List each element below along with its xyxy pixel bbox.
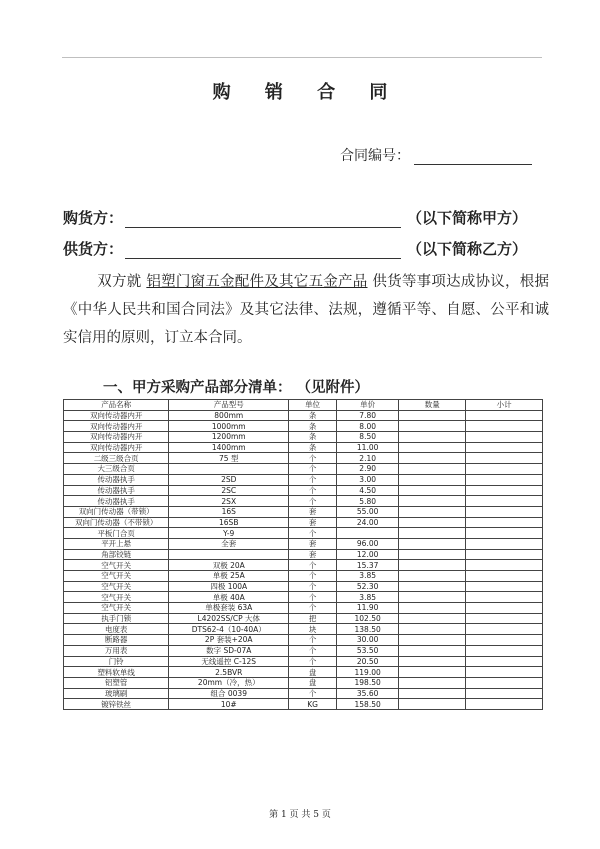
unit-cell: 个 [289, 464, 337, 475]
product-name-cell: 电度表 [64, 624, 169, 635]
table-row [64, 656, 543, 667]
quantity-cell[interactable] [399, 464, 466, 475]
product-model-cell: 10# [169, 699, 289, 710]
quantity-cell[interactable] [399, 432, 466, 443]
subtotal-cell[interactable] [466, 421, 543, 432]
unit-price-cell: 3.85 [337, 592, 399, 603]
unit-cell: 个 [289, 560, 337, 571]
quantity-cell[interactable] [399, 506, 466, 517]
subtotal-cell[interactable] [466, 453, 543, 464]
unit-price-cell: 20.50 [337, 656, 399, 667]
table-row [64, 645, 543, 656]
buyer-field[interactable] [125, 211, 401, 228]
unit-cell: 个 [289, 592, 337, 603]
unit-cell: 个 [289, 645, 337, 656]
quantity-cell[interactable] [399, 581, 466, 592]
table-row [64, 699, 543, 710]
unit-price-cell: 11.00 [337, 442, 399, 453]
subtotal-cell[interactable] [466, 517, 543, 528]
table-body [64, 410, 543, 709]
table-row [64, 517, 543, 528]
quantity-cell[interactable] [399, 613, 466, 624]
header-unit: 单位 [289, 400, 337, 411]
quantity-cell[interactable] [399, 549, 466, 560]
table-row [64, 453, 543, 464]
quantity-cell[interactable] [399, 688, 466, 699]
table-row [64, 464, 543, 475]
unit-price-cell: 2.10 [337, 453, 399, 464]
unit-price-cell: 24.00 [337, 517, 399, 528]
quantity-cell[interactable] [399, 442, 466, 453]
intro-part2: 供货等事项达成协议，根据《中华人民共和国合同法》及其它法律、法规，遵循平等、自愿、公平和诚实信用的原则，订立本合同。 [63, 274, 550, 346]
subtotal-cell[interactable] [466, 560, 543, 571]
product-model-cell [169, 549, 289, 560]
header-quantity: 数量 [399, 400, 466, 411]
unit-price-cell: 198.50 [337, 677, 399, 688]
subtotal-cell[interactable] [466, 635, 543, 646]
unit-cell: 个 [289, 603, 337, 614]
product-model-cell: 2SC [169, 485, 289, 496]
product-name-cell: 空气开关 [64, 581, 169, 592]
product-model-cell: 800mm [169, 410, 289, 421]
subtotal-cell[interactable] [466, 538, 543, 549]
subtotal-cell[interactable] [466, 699, 543, 710]
product-name-cell: 空气开关 [64, 571, 169, 582]
product-model-cell: 2P 套装+20A [169, 635, 289, 646]
product-name-cell: 执手门锁 [64, 613, 169, 624]
table-row [64, 581, 543, 592]
quantity-cell[interactable] [399, 592, 466, 603]
unit-price-cell: 12.00 [337, 549, 399, 560]
unit-price-cell: 8.50 [337, 432, 399, 443]
product-name-cell: 传动器执手 [64, 496, 169, 507]
subtotal-cell[interactable] [466, 485, 543, 496]
table-header-row [64, 400, 543, 411]
product-model-cell: 20mm（冷，热） [169, 677, 289, 688]
unit-cell: 个 [289, 453, 337, 464]
unit-cell: 块 [289, 624, 337, 635]
product-name-cell: 空气开关 [64, 592, 169, 603]
unit-price-cell: 8.00 [337, 421, 399, 432]
subtotal-cell[interactable] [466, 645, 543, 656]
unit-cell: 个 [289, 474, 337, 485]
quantity-cell[interactable] [399, 485, 466, 496]
contract-number-field[interactable] [414, 150, 532, 165]
product-name-cell: 镀锌铁丝 [64, 699, 169, 710]
product-name-cell: 塑料软单线 [64, 667, 169, 678]
unit-price-cell: 53.50 [337, 645, 399, 656]
product-model-cell: DTS62-4（10-40A） [169, 624, 289, 635]
table-row [64, 624, 543, 635]
product-name-cell: 空气开关 [64, 603, 169, 614]
table-row [64, 496, 543, 507]
subtotal-cell[interactable] [466, 410, 543, 421]
buyer-row [63, 207, 527, 228]
quantity-cell[interactable] [399, 474, 466, 485]
table-row [64, 635, 543, 646]
buyer-label: 购货方： [63, 209, 124, 227]
header-rule [62, 57, 542, 58]
buyer-suffix: （以下简称甲方） [407, 209, 528, 227]
product-model-cell: 单极套装 63A [169, 603, 289, 614]
product-model-cell: 单极 25A [169, 571, 289, 582]
subtotal-cell[interactable] [466, 506, 543, 517]
product-model-cell: 无线遥控 C-12S [169, 656, 289, 667]
product-model-cell: 16S [169, 506, 289, 517]
subtotal-cell[interactable] [466, 656, 543, 667]
quantity-cell[interactable] [399, 528, 466, 539]
product-name-cell: 铝塑管 [64, 677, 169, 688]
intro-subject: 铝塑门窗五金配件及其它五金产品 [146, 274, 368, 290]
subtotal-cell[interactable] [466, 432, 543, 443]
intro-part1: 双方就 [97, 274, 142, 290]
table-row [64, 613, 543, 624]
subtotal-cell[interactable] [466, 528, 543, 539]
product-name-cell: 角部铰链 [64, 549, 169, 560]
unit-price-cell: 119.00 [337, 667, 399, 678]
header-unit-price: 单价 [337, 400, 399, 411]
quantity-cell[interactable] [399, 517, 466, 528]
table-row [64, 560, 543, 571]
table-row [64, 571, 543, 582]
quantity-cell[interactable] [399, 603, 466, 614]
subtotal-cell[interactable] [466, 688, 543, 699]
subtotal-cell[interactable] [466, 592, 543, 603]
table-row [64, 688, 543, 699]
unit-price-cell: 30.00 [337, 635, 399, 646]
quantity-cell[interactable] [399, 667, 466, 678]
product-model-cell: 1000mm [169, 421, 289, 432]
unit-cell: KG [289, 699, 337, 710]
table-row [64, 421, 543, 432]
quantity-cell[interactable] [399, 453, 466, 464]
seller-label: 供货方： [63, 240, 124, 258]
product-model-cell: 单极 40A [169, 592, 289, 603]
subtotal-cell[interactable] [466, 571, 543, 582]
unit-cell: 套 [289, 517, 337, 528]
product-name-cell: 断路器 [64, 635, 169, 646]
subtotal-cell[interactable] [466, 667, 543, 678]
unit-cell: 条 [289, 442, 337, 453]
unit-price-cell: 52.30 [337, 581, 399, 592]
unit-price-cell: 102.50 [337, 613, 399, 624]
product-name-cell: 万用表 [64, 645, 169, 656]
product-name-cell: 传动器执手 [64, 485, 169, 496]
unit-cell: 个 [289, 581, 337, 592]
unit-cell: 个 [289, 528, 337, 539]
product-model-cell: 2SX [169, 496, 289, 507]
product-model-cell [169, 464, 289, 475]
table-row [64, 592, 543, 603]
unit-cell: 把 [289, 613, 337, 624]
seller-suffix: （以下简称乙方） [407, 240, 528, 258]
table-row [64, 603, 543, 614]
unit-cell: 个 [289, 656, 337, 667]
unit-cell: 条 [289, 432, 337, 443]
unit-cell: 个 [289, 635, 337, 646]
unit-price-cell: 7.80 [337, 410, 399, 421]
product-model-cell: 四极 100A [169, 581, 289, 592]
subtotal-cell[interactable] [466, 603, 543, 614]
unit-price-cell: 4.50 [337, 485, 399, 496]
table-row [64, 506, 543, 517]
product-model-cell: 2SD [169, 474, 289, 485]
unit-price-cell: 96.00 [337, 538, 399, 549]
table-row [64, 677, 543, 688]
subtotal-cell[interactable] [466, 474, 543, 485]
quantity-cell[interactable] [399, 538, 466, 549]
product-model-cell: 2.5BVR [169, 667, 289, 678]
quantity-cell[interactable] [399, 635, 466, 646]
product-name-cell: 传动器执手 [64, 474, 169, 485]
product-model-cell: 1400mm [169, 442, 289, 453]
unit-price-cell: 138.50 [337, 624, 399, 635]
unit-cell: 套 [289, 549, 337, 560]
product-name-cell: 双向传动器内开 [64, 442, 169, 453]
product-table [63, 399, 543, 710]
product-name-cell: 双向传动器内开 [64, 410, 169, 421]
table-row [64, 432, 543, 443]
table-row [64, 442, 543, 453]
unit-cell: 盘 [289, 667, 337, 678]
subtotal-cell[interactable] [466, 624, 543, 635]
product-model-cell: 双极 20A [169, 560, 289, 571]
header-subtotal: 小计 [466, 400, 543, 411]
seller-row [63, 238, 527, 259]
unit-price-cell: 3.00 [337, 474, 399, 485]
quantity-cell[interactable] [399, 699, 466, 710]
unit-price-cell: 11.90 [337, 603, 399, 614]
table-row [64, 538, 543, 549]
product-name-cell: 二级三级合页 [64, 453, 169, 464]
unit-price-cell [337, 528, 399, 539]
product-name-cell: 玻璃刷 [64, 688, 169, 699]
seller-field[interactable] [125, 242, 401, 259]
product-model-cell: 16SB [169, 517, 289, 528]
product-name-cell: 双向传动器内开 [64, 421, 169, 432]
quantity-cell[interactable] [399, 571, 466, 582]
quantity-cell[interactable] [399, 645, 466, 656]
unit-cell: 条 [289, 410, 337, 421]
table-row [64, 549, 543, 560]
header-product-name: 产品名称 [64, 400, 169, 411]
product-model-cell: L4202SS/CP 大体 [169, 613, 289, 624]
unit-cell: 个 [289, 485, 337, 496]
product-name-cell: 大三级合页 [64, 464, 169, 475]
unit-price-cell: 15.37 [337, 560, 399, 571]
product-model-cell: 数字 SD-07A [169, 645, 289, 656]
quantity-cell[interactable] [399, 421, 466, 432]
quantity-cell[interactable] [399, 560, 466, 571]
product-name-cell: 平开上悬 [64, 538, 169, 549]
unit-price-cell: 35.60 [337, 688, 399, 699]
table-row [64, 474, 543, 485]
product-model-cell: 组合 0039 [169, 688, 289, 699]
unit-price-cell: 5.80 [337, 496, 399, 507]
intro-paragraph [63, 268, 549, 352]
product-name-cell: 平板门合页 [64, 528, 169, 539]
unit-price-cell: 3.85 [337, 571, 399, 582]
quantity-cell[interactable] [399, 410, 466, 421]
unit-price-cell: 2.90 [337, 464, 399, 475]
table-row [64, 667, 543, 678]
product-model-cell: 75 型 [169, 453, 289, 464]
unit-cell: 个 [289, 496, 337, 507]
product-name-cell: 双向门传动器（不带锁） [64, 517, 169, 528]
subtotal-cell[interactable] [466, 613, 543, 624]
header-product-model: 产品型号 [169, 400, 289, 411]
subtotal-cell[interactable] [466, 677, 543, 688]
subtotal-cell[interactable] [466, 464, 543, 475]
unit-cell: 个 [289, 571, 337, 582]
table-row [64, 528, 543, 539]
unit-cell: 套 [289, 506, 337, 517]
product-name-cell: 双向传动器内开 [64, 432, 169, 443]
document-title: 购 销 合 同 [212, 82, 402, 103]
unit-cell: 盘 [289, 677, 337, 688]
unit-price-cell: 55.00 [337, 506, 399, 517]
quantity-cell[interactable] [399, 656, 466, 667]
product-model-cell: 全套 [169, 538, 289, 549]
quantity-cell[interactable] [399, 677, 466, 688]
product-name-cell: 空气开关 [64, 560, 169, 571]
unit-price-cell: 158.50 [337, 699, 399, 710]
subtotal-cell[interactable] [466, 581, 543, 592]
product-model-cell: Y-9 [169, 528, 289, 539]
quantity-cell[interactable] [399, 496, 466, 507]
subtotal-cell[interactable] [466, 549, 543, 560]
contract-number [340, 145, 532, 165]
product-model-cell: 1200mm [169, 432, 289, 443]
subtotal-cell[interactable] [466, 496, 543, 507]
quantity-cell[interactable] [399, 624, 466, 635]
unit-cell: 条 [289, 421, 337, 432]
subtotal-cell[interactable] [466, 442, 543, 453]
unit-cell: 套 [289, 538, 337, 549]
section-1-title: 一、甲方采购产品部分清单： （见附件） [103, 379, 370, 396]
product-name-cell: 双向门传动器（带锁） [64, 506, 169, 517]
table-row [64, 485, 543, 496]
unit-cell: 个 [289, 688, 337, 699]
table-row [64, 410, 543, 421]
product-name-cell: 门铃 [64, 656, 169, 667]
contract-number-label: 合同编号： [340, 148, 410, 164]
page-footer: 第 1 页 共 5 页 [269, 810, 331, 820]
